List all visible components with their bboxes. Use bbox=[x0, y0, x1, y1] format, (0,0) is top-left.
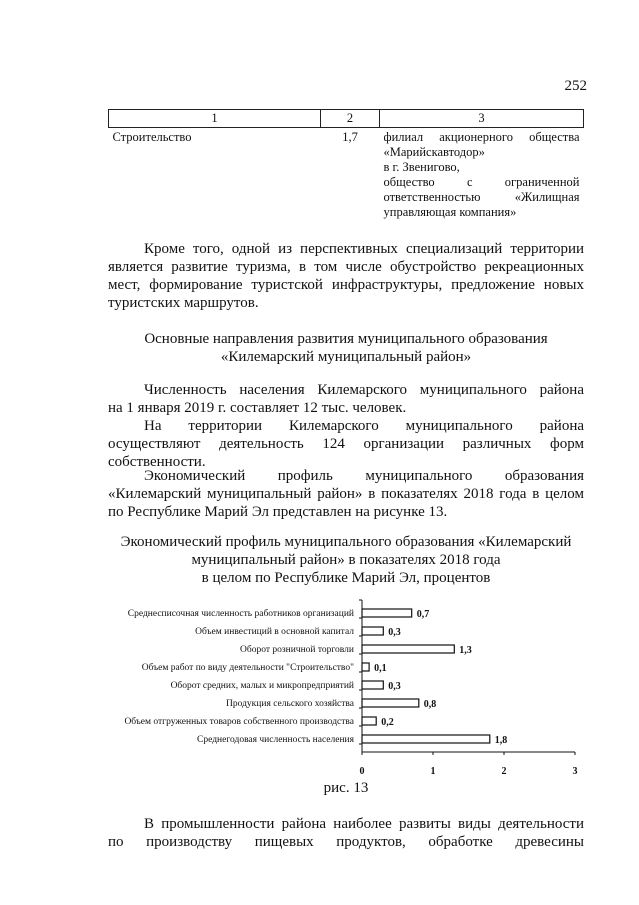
bar bbox=[362, 645, 454, 653]
table-header-cell: 1 bbox=[109, 110, 321, 128]
heading-line: «Килемарский муниципальный район» bbox=[220, 349, 472, 365]
figure-caption: рис. 13 bbox=[323, 780, 369, 796]
org-line: филиал акционерного общества bbox=[383, 130, 580, 144]
sector-value: 1,7 bbox=[342, 130, 358, 144]
text-line: Кроме того, одной из перспективных специализаций территории bbox=[144, 241, 584, 257]
org-line: общество с ограниченной bbox=[383, 175, 580, 189]
x-tick-label: 0 bbox=[359, 766, 365, 777]
text-line: мест, формирование туристской инфраструктуры, предложение новых bbox=[108, 277, 584, 293]
text-line: На территории Килемарского муниципального района bbox=[144, 418, 584, 434]
data-label: 0,2 bbox=[381, 717, 394, 728]
bar bbox=[362, 681, 383, 689]
category-label: Среднегодовая численность населения bbox=[197, 735, 354, 745]
table-row bbox=[109, 128, 584, 223]
bar-chart bbox=[100, 598, 600, 777]
sector-name: Строительство bbox=[112, 130, 192, 144]
paragraph-population bbox=[108, 381, 584, 417]
x-tick-label: 3 bbox=[572, 766, 578, 777]
section-heading bbox=[108, 330, 584, 366]
category-label: Продукция сельского хозяйства bbox=[226, 699, 354, 709]
category-label: Оборот розничной торговли bbox=[240, 645, 354, 655]
data-label: 1,8 bbox=[494, 735, 508, 746]
page-number: 252 bbox=[564, 78, 587, 94]
text-line: по производству пищевых продуктов, обработке древесины bbox=[108, 834, 584, 850]
category-label: Оборот средних, малых и микропредприятий bbox=[170, 681, 354, 691]
x-tick-label: 2 bbox=[501, 766, 507, 777]
org-line: в г. Звенигово, bbox=[383, 160, 460, 174]
chart-title-line: Экономический профиль муниципального образования «Килемарский bbox=[120, 534, 572, 550]
text-line: собственности. bbox=[108, 454, 206, 470]
data-label: 0,1 bbox=[374, 663, 387, 674]
paragraph-organizations bbox=[108, 417, 584, 471]
paragraph-industry bbox=[108, 815, 584, 851]
bar bbox=[362, 717, 376, 725]
paragraph-profile bbox=[108, 467, 584, 521]
heading-line: Основные направления развития муниципального образования bbox=[144, 331, 548, 347]
bar bbox=[362, 627, 383, 635]
category-label: Объем работ по виду деятельности "Строительство" bbox=[141, 663, 354, 673]
org-line: ответственностью «Жилищная bbox=[383, 190, 580, 204]
bar bbox=[362, 609, 412, 617]
text-line: по Республике Марий Эл представлен на рисунке 13. bbox=[108, 504, 448, 520]
category-label: Объем инвестиций в основной капитал bbox=[195, 627, 354, 637]
bar bbox=[362, 663, 369, 671]
text-line: В промышленности района наиболее развиты виды деятельности bbox=[144, 816, 584, 832]
text-line: туристских маршрутов. bbox=[108, 295, 259, 311]
table-header-cell: 2 bbox=[321, 110, 380, 128]
chart-title bbox=[108, 533, 584, 587]
chart-title-line: муниципальный район» в показателях 2018 года bbox=[191, 552, 501, 568]
bar bbox=[362, 735, 490, 743]
paragraph-tourism bbox=[108, 240, 584, 312]
bar bbox=[362, 699, 419, 707]
table-header-cell: 3 bbox=[380, 110, 584, 128]
chart-title-line: в целом по Республике Марий Эл, процентов bbox=[201, 570, 491, 586]
text-line: «Килемарский муниципальный район» в показателях 2018 года в целом bbox=[108, 486, 584, 502]
text-line: является развитие туризма, в том числе обустройство рекреационных bbox=[108, 259, 584, 275]
data-label: 0,3 bbox=[388, 681, 401, 692]
x-tick-label: 1 bbox=[430, 766, 436, 777]
data-label: 0,7 bbox=[416, 609, 430, 620]
data-label: 1,3 bbox=[459, 645, 472, 656]
table-header-row bbox=[109, 110, 584, 128]
category-label: Объем отгруженных товаров собственного производства bbox=[124, 717, 354, 727]
org-line: управляющая компания» bbox=[383, 205, 517, 219]
text-line: Численность населения Килемарского муниципального района bbox=[144, 382, 584, 398]
text-line: Экономический профиль муниципального образования bbox=[144, 468, 584, 484]
organizations-cell bbox=[380, 128, 584, 223]
sector-table bbox=[108, 109, 584, 222]
category-label: Среднесписочная численность работников организаций bbox=[127, 609, 354, 619]
text-line: осуществляют деятельность 124 организации различных форм bbox=[108, 436, 584, 452]
data-label: 0,3 bbox=[388, 627, 401, 638]
org-line: «Марийскавтодор» bbox=[383, 145, 485, 159]
data-label: 0,8 bbox=[423, 699, 437, 710]
text-line: на 1 января 2019 г. составляет 12 тыс. человек. bbox=[108, 400, 407, 416]
